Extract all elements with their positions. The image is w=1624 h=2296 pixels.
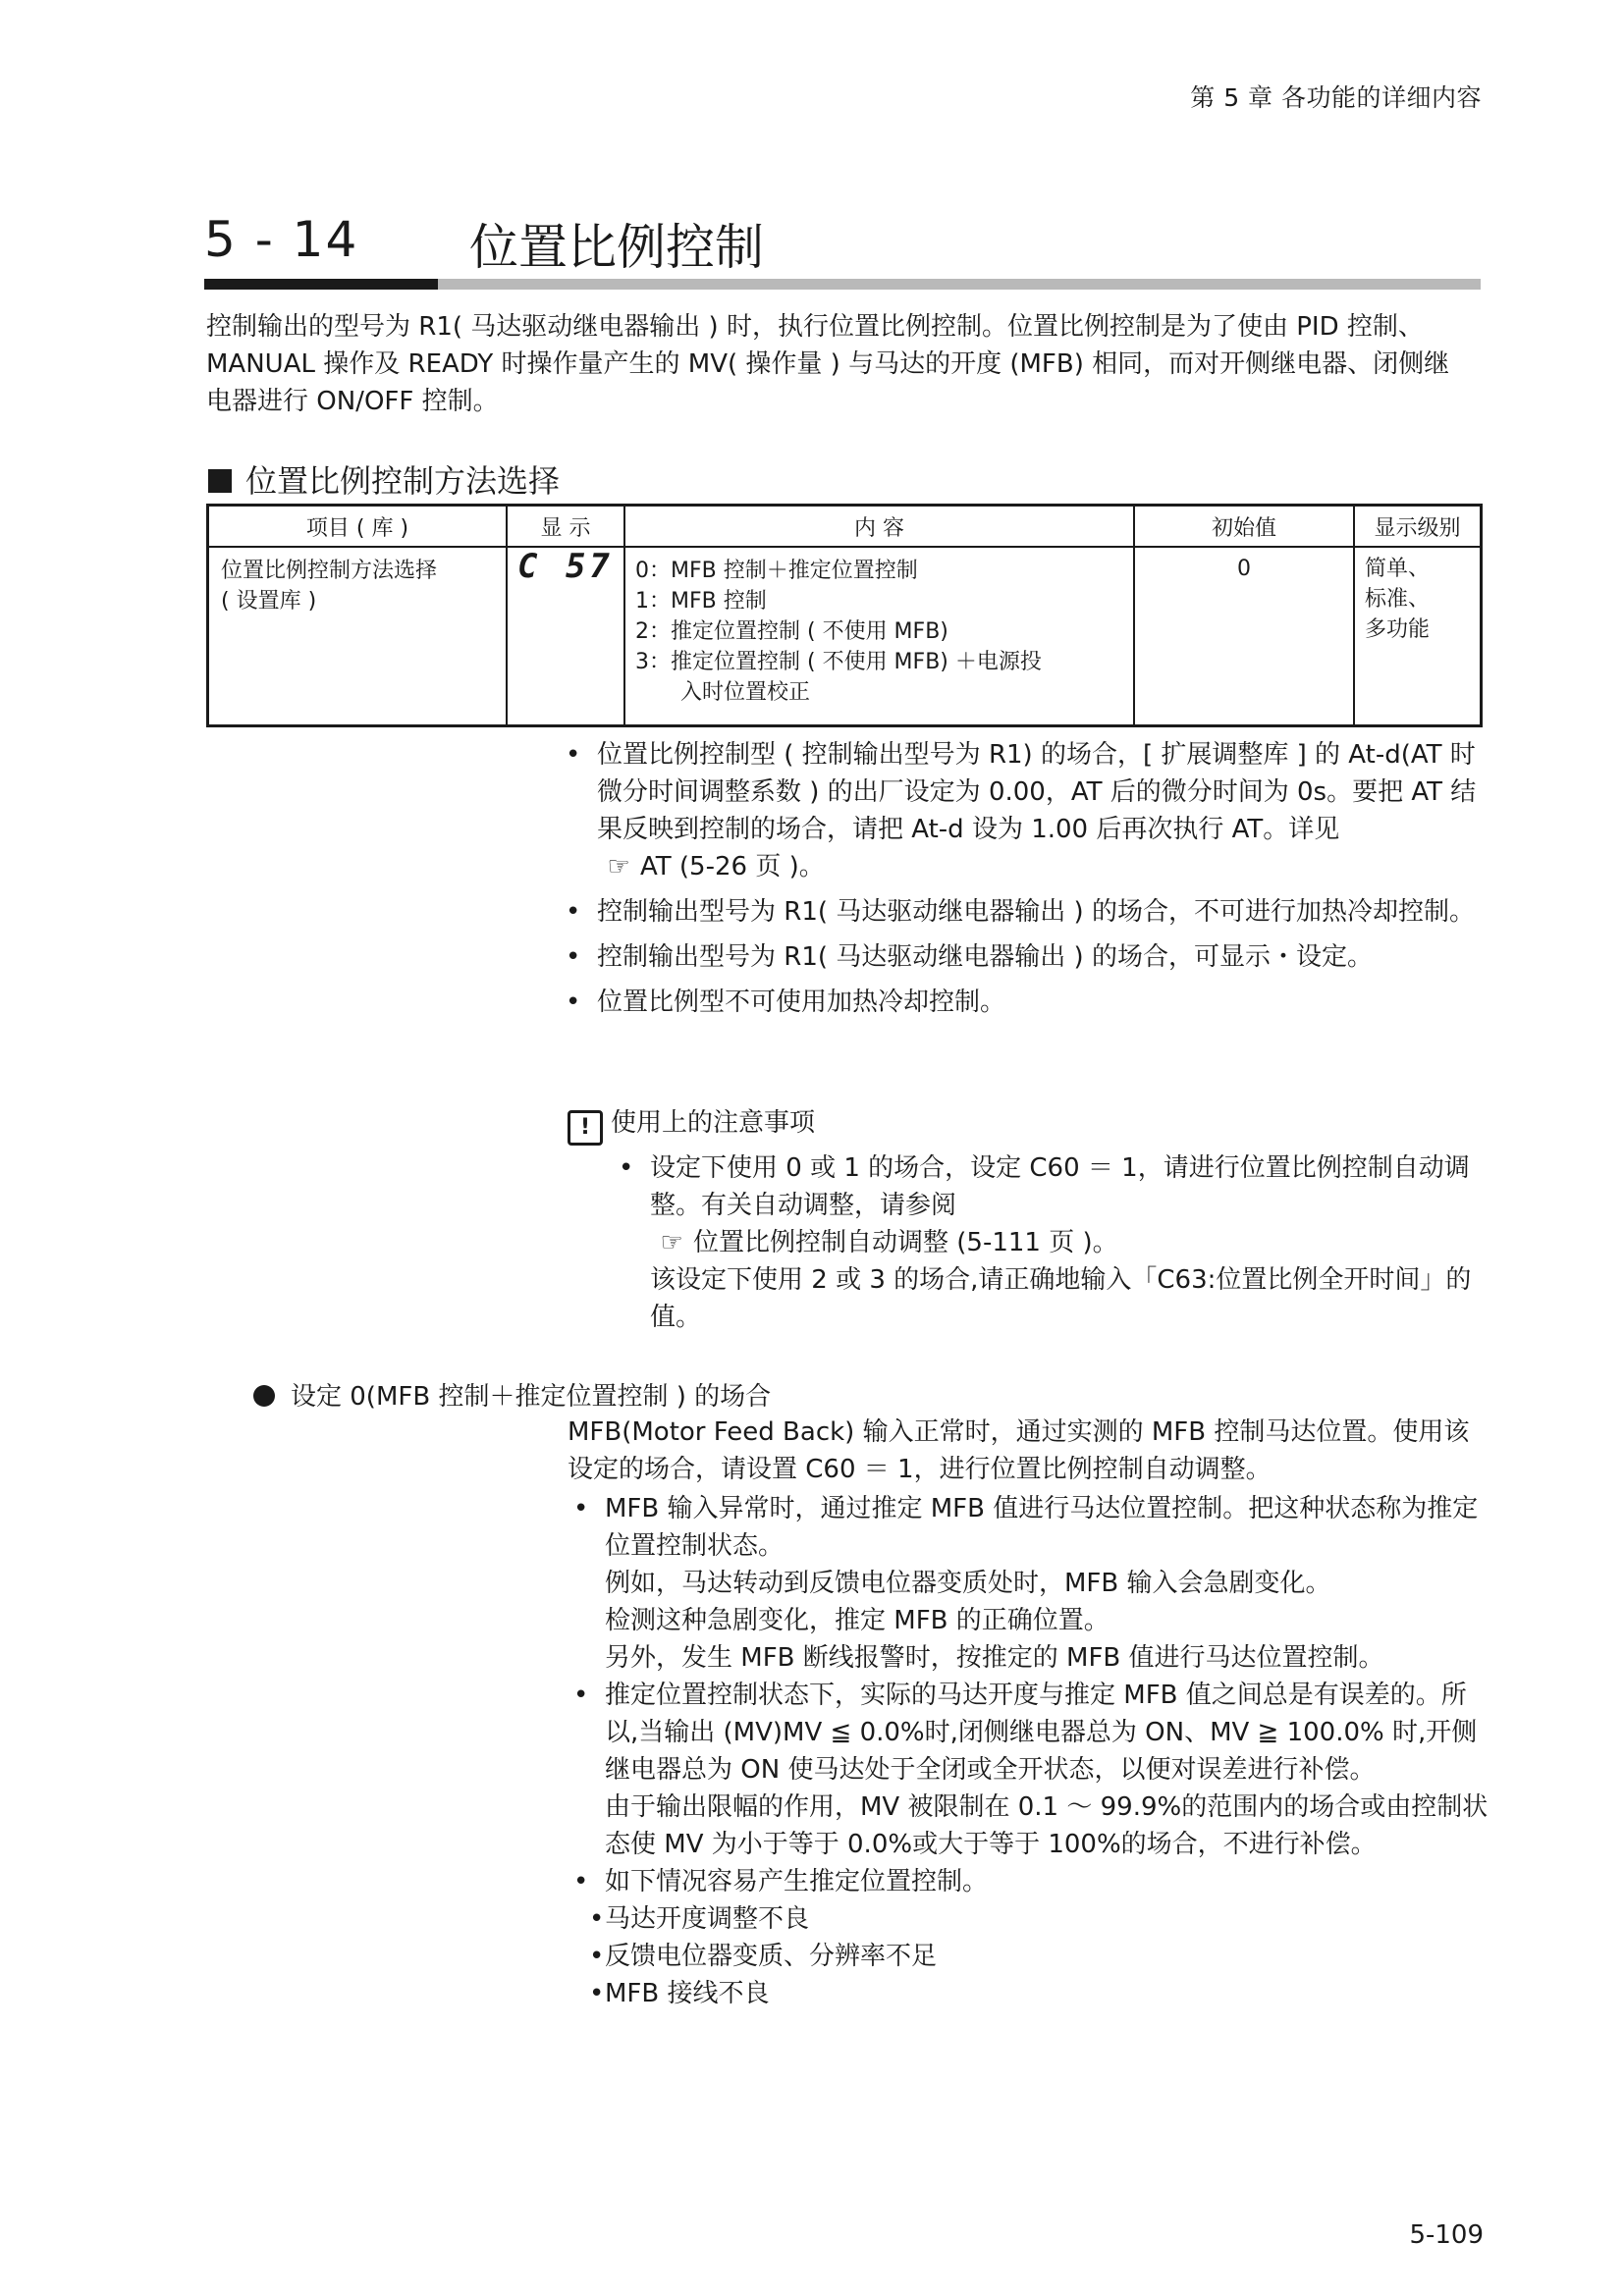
caution-extra: 该设定下使用 2 或 3 的场合,请正确地输入「C63:位置比例全开时间」的值。 <box>650 1265 1472 1332</box>
page-number: 5-109 <box>1409 2220 1484 2250</box>
bullet1-line-2: 检测这种急剧变化，推定 MFB 的正确位置。 <box>605 1606 1110 1635</box>
list-item <box>560 736 1483 885</box>
item-name: 位置比例控制方法选择 <box>221 559 438 583</box>
caution-title-row <box>568 1104 1490 1146</box>
notes-list <box>560 736 1483 1029</box>
sub-list-item: • 马达开度调整不良 <box>568 1900 1490 1938</box>
setting0-heading-text: 设定 0(MFB 控制＋推定位置控制 ) 的场合 <box>291 1382 772 1412</box>
header-level: 显示级别 <box>1354 506 1482 548</box>
bullet1-line-0: • MFB 输入异常时，通过推定 MFB 值进行马达位置控制。把这种状态称为推定位置控制状态。 <box>605 1494 1479 1561</box>
level-multi: 多功能 <box>1365 617 1431 642</box>
parameter-table <box>206 504 1483 727</box>
table-header-row <box>208 506 1482 548</box>
cell-level <box>1354 547 1482 726</box>
sub-list-item: • MFB 接线不良 <box>568 1975 1490 2012</box>
section-title: 位置比例控制 <box>469 219 764 276</box>
option-1: 1：MFB 控制 <box>635 589 767 614</box>
caution-ref-link[interactable]: 位置比例控制自动调整 (5-111 页 )。 <box>693 1228 1118 1257</box>
intro-paragraph: 控制输出的型号为 R1( 马达驱动继电器输出 ) 时，执行位置比例控制。位置比例控制是为了使由 PID 控制、MANUAL 操作及 READY 时操作量产生的 MV( 操作量 ) 与马达的开度 (MFB) 相同，而对开侧继电器、闭侧继 电器进行 ON/OFF 控制。 <box>206 312 1450 416</box>
item-bank: ( 设置库 ) <box>221 589 317 614</box>
list-item: • 控制输出型号为 R1( 马达驱动继电器输出 ) 的场合，不可进行加热冷却控制。 <box>560 893 1483 931</box>
bullet2-line-1: 由于输出限幅的作用，MV 被限制在 0.1 ～ 99.9%的范围内的场合或由控制状态使 MV 为小于等于 0.0%或大于等于 100%的场合，不进行补偿。 <box>605 1792 1489 1859</box>
segment-display: C 57 <box>517 547 614 586</box>
square-bullet-icon <box>208 469 232 493</box>
note-text: 位置比例控制型 ( 控制输出型号为 R1) 的场合，[ 扩展调整库 ] 的 At-d(AT 时微分时间调整系数 ) 的出厂设定为 0.00，AT 后的微分时间为 0s。要把 AT 结果反映到控制的场合，请把 At-d 设为 1.00 后再次执行 AT。详见 <box>597 740 1477 844</box>
header-initial: 初始值 <box>1134 506 1354 548</box>
list-item <box>613 1149 1490 1336</box>
cell-item <box>208 547 508 726</box>
note-ref-link[interactable]: AT (5-26 页 )。 <box>640 852 825 881</box>
caution-text: 设定下使用 0 或 1 的场合，设定 C60 ＝ 1，请进行位置比例控制自动调整。有关自动调整，请参阅 <box>650 1153 1470 1220</box>
header-item: 项目 ( 库 ) <box>208 506 508 548</box>
option-3-cont: 入时位置校正 <box>680 680 811 705</box>
caution-block <box>568 1104 1490 1344</box>
filled-circle-icon <box>253 1385 275 1407</box>
sub-heading-text: 位置比例控制方法选择 <box>245 462 561 500</box>
bullet1-line-3: 另外，发生 MFB 断线报警时，按推定的 MFB 值进行马达位置控制。 <box>605 1643 1384 1673</box>
list-item: • 位置比例型不可使用加热冷却控制。 <box>560 984 1483 1021</box>
list-item: • 如下情况容易产生推定位置控制。 <box>568 1863 1490 1900</box>
bullet2-line-0: • 推定位置控制状态下，实际的马达开度与推定 MFB 值之间总是有误差的。所以,当输出 (MV)MV ≦ 0.0%时,闭侧继电器总为 ON、MV ≧ 100.0% 时,开侧继电器总为 ON 使马达处于全闭或全开状态，以便对误差进行补偿。 <box>605 1681 1478 1785</box>
option-2: 2：推定位置控制 ( 不使用 MFB) <box>635 619 948 644</box>
bullet1-line-1: 例如，马达转动到反馈电位器变质处时，MFB 输入会急剧变化。 <box>605 1569 1331 1598</box>
list-item: • 控制输出型号为 R1( 马达驱动继电器输出 ) 的场合，可显示・设定。 <box>560 938 1483 976</box>
pointing-hand-icon: ☞ <box>607 852 630 881</box>
cell-initial: 0 <box>1134 547 1354 726</box>
chapter-header: 第 5 章 各功能的详细内容 <box>1190 83 1482 112</box>
table-row <box>208 547 1482 726</box>
setting0-intro: MFB(Motor Feed Back) 输入正常时，通过实测的 MFB 控制马达位置。使用该设定的场合，请设置 C60 ＝ 1，进行位置比例控制自动调整。 <box>568 1417 1470 1484</box>
setting0-heading <box>253 1376 771 1413</box>
option-0: 0：MFB 控制＋推定位置控制 <box>635 559 918 583</box>
section-number: 5 - 14 <box>204 211 359 268</box>
header-display: 显 示 <box>507 506 624 548</box>
caution-body <box>568 1149 1490 1336</box>
section-rule-accent <box>204 279 438 290</box>
cell-display <box>507 547 624 726</box>
level-simple: 简单、 <box>1365 557 1431 581</box>
option-3: 3：推定位置控制 ( 不使用 MFB) ＋电源投 <box>635 650 1042 674</box>
list-item <box>568 1490 1490 1677</box>
setting0-body <box>568 1414 1490 2012</box>
sub-list-item: • 反馈电位器变质、分辨率不足 <box>568 1938 1490 1975</box>
list-item <box>568 1677 1490 1863</box>
header-content: 内 容 <box>624 506 1134 548</box>
caution-title: 使用上的注意事项 <box>611 1108 816 1138</box>
cell-content <box>624 547 1134 726</box>
exclamation-box-icon: ! <box>568 1110 603 1146</box>
pointing-hand-icon: ☞ <box>660 1228 683 1257</box>
level-standard: 标准、 <box>1365 587 1431 612</box>
sub-heading <box>208 456 560 502</box>
